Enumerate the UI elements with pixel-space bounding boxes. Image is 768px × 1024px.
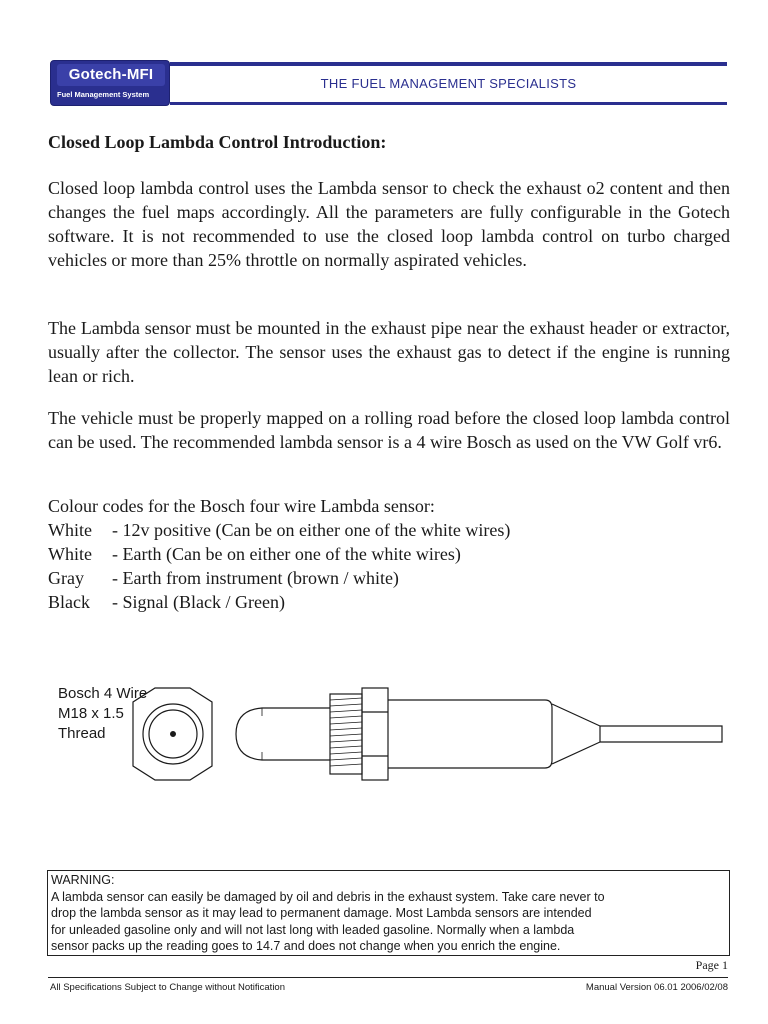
diagram-label-line: Thread — [58, 725, 106, 742]
cable — [600, 726, 722, 742]
colour-name: White — [48, 520, 92, 540]
page-heading: Closed Loop Lambda Control Introduction: — [48, 132, 387, 152]
warning-box — [47, 870, 730, 956]
warning-title: WARNING: — [51, 873, 115, 887]
colour-code-row — [48, 590, 730, 614]
colour-name: Black — [48, 592, 90, 612]
colour-name: Gray — [48, 568, 84, 588]
footer-version: Manual Version 06.01 2006/02/08 — [585, 982, 728, 993]
paragraph-mapping: The vehicle must be properly mapped on a rolling road before the closed loop lambda control can be used. The recommended lambda sensor is a 4 wire Bosch as used on the VW Golf vr6. — [48, 408, 730, 452]
colour-code-row — [48, 518, 730, 542]
header-rule-bottom — [170, 102, 727, 105]
warning-line: drop the lambda sensor as it may lead to permanent damage. Most Lambda sensors are intended — [51, 906, 592, 920]
lambda-sensor-diagram — [0, 660, 768, 840]
warning-line: sensor packs up the reading goes to 14.7 and does not change when you enrich the engine. — [51, 939, 561, 953]
colour-desc: - 12v positive (Can be on either one of the white wires) — [112, 520, 511, 540]
header-tagline: THE FUEL MANAGEMENT SPECIALISTS — [320, 76, 577, 91]
probe-tip — [236, 708, 330, 760]
hex-nut-side — [362, 688, 388, 780]
gotech-logo — [50, 60, 170, 106]
colour-desc: - Signal (Black / Green) — [112, 592, 285, 612]
diagram-label-line: M18 x 1.5 — [58, 705, 124, 722]
footer-rule — [48, 977, 728, 978]
cable-taper — [552, 704, 600, 764]
warning-line: A lambda sensor can easily be damaged by oil and debris in the exhaust system. Take care never to — [51, 889, 605, 904]
colour-code-row — [48, 542, 730, 566]
paragraph-mounting: The Lambda sensor must be mounted in the exhaust pipe near the exhaust header or extractor, usually after the collector. The sensor uses the exhaust gas to detect if the engine is running lean or rich. — [48, 318, 730, 386]
diagram-label-line: Bosch 4 Wire — [58, 685, 148, 702]
header-rule-top — [170, 62, 727, 66]
colour-name: White — [48, 544, 92, 564]
page-number: Page 1 — [695, 958, 728, 972]
thread-lines — [330, 698, 362, 766]
colour-desc: - Earth from instrument (brown / white) — [112, 568, 399, 588]
sensor-face-center — [171, 732, 176, 737]
sensor-body — [388, 700, 552, 768]
colour-desc: - Earth (Can be on either one of the white wires) — [112, 544, 461, 564]
paragraph-intro: Closed loop lambda control uses the Lambda sensor to check the exhaust o2 content and then changes the fuel maps accordingly. All the parameters are fully configurable in the Gotech software. It is not recommended to use the closed loop lambda control on turbo charged vehicles or more than 25% throttle on normally aspirated vehicles. — [48, 178, 730, 270]
colour-code-row — [48, 566, 730, 590]
logo-title: Gotech-MFI — [57, 64, 165, 86]
colour-codes-title: Colour codes for the Bosch four wire Lambda sensor: — [48, 496, 435, 516]
logo-subtitle: Fuel Management System — [57, 90, 150, 99]
footer-disclaimer: All Specifications Subject to Change without Notification — [50, 982, 285, 993]
warning-line: for unleaded gasoline only and will not last long with leaded gasoline. Normally when a lambda — [51, 922, 575, 937]
